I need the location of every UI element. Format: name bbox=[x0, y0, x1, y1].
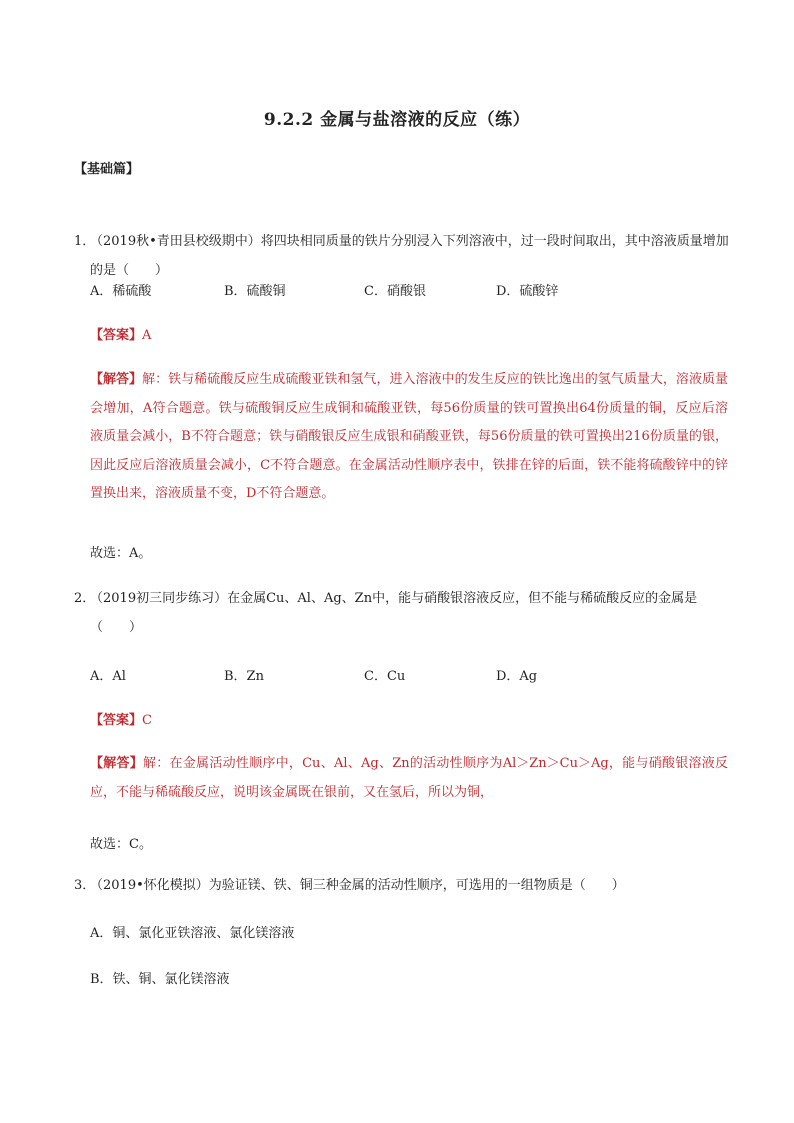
explanation-tag: 【解答】 bbox=[90, 372, 143, 387]
question-number: 2． bbox=[74, 591, 96, 606]
explanation-text: 解：铁与稀硫酸反应生成硫酸亚铁和氢气，进入溶液中的发生反应的铁比逸出的氢气质量大，溶液质量会增加，A符合题意。铁与硫酸铜反应生成铜和硫酸亚铁，每56份质量的铁可置换出64份质量的铜，反应后溶液质量会减小，B不符合题意；铁与硝酸银反应生成银和硝酸亚铁，每56份质量的铁可置换出216份质量的银，因此反应后溶液质量会减小，C不符合题意。在金属活动性顺序表中，铁排在锌的后面，铁不能将硫酸锌中的锌置换出来，溶液质量不变，D不符合题意。 bbox=[90, 372, 728, 501]
question-1 bbox=[74, 227, 734, 285]
option-a: A．稀硫酸 bbox=[90, 284, 152, 299]
question-2 bbox=[74, 584, 734, 642]
final-answer: 故选：C。 bbox=[90, 837, 152, 852]
section-heading: 【基础篇】 bbox=[74, 162, 140, 177]
option-a: A．铜、氯化亚铁溶液、氯化镁溶液 bbox=[90, 926, 295, 941]
option-b: B．铁、铜、氯化镁溶液 bbox=[90, 972, 230, 987]
question-number: 1． bbox=[74, 234, 96, 249]
option-c: C．硝酸银 bbox=[364, 284, 426, 299]
page-title: 9.2.2 金属与盐溶液的反应（练） bbox=[263, 110, 531, 130]
option-d: D．硫酸锌 bbox=[496, 284, 559, 299]
answer-value: A bbox=[142, 328, 152, 343]
option-b: B．硫酸铜 bbox=[224, 284, 286, 299]
question-stem: （2019•怀化模拟）为验证镁、铁、铜三种金属的活动性顺序，可选用的一组物质是（ ） bbox=[90, 878, 625, 893]
answer-value: C bbox=[142, 713, 152, 728]
option-a: A．Al bbox=[90, 669, 126, 684]
option-b: B．Zn bbox=[224, 669, 264, 684]
answer-line bbox=[90, 709, 152, 728]
option-c: C．Cu bbox=[364, 669, 406, 684]
explanation-text: 解：在金属活动性顺序中，Cu、Al、Ag、Zn的活动性顺序为Al＞Zn＞Cu＞Ag，能与硝酸银溶液反应，不能与稀硫酸反应，说明该金属既在银前，又在氢后，所以为铜， bbox=[90, 756, 728, 800]
answer-tag: 【答案】 bbox=[90, 328, 143, 343]
question-3 bbox=[74, 871, 734, 900]
question-stem: （2019秋•青田县校级期中）将四块相同质量的铁片分别浸入下列溶液中，过一段时间取出，其中溶液质量增加的是（ ） bbox=[90, 234, 729, 278]
answer-tag: 【答案】 bbox=[90, 713, 143, 728]
explanation-tag: 【解答】 bbox=[90, 756, 144, 771]
option-d: D．Ag bbox=[496, 669, 538, 684]
explanation bbox=[90, 750, 728, 807]
answer-line bbox=[90, 324, 151, 343]
final-answer: 故选：A。 bbox=[90, 546, 152, 561]
question-stem: （2019初三同步练习）在金属Cu、Al、Ag、Zn中，能与硝酸银溶液反应，但不能与稀硫酸反应的金属是（ ） bbox=[90, 591, 698, 635]
question-number: 3． bbox=[74, 878, 96, 893]
explanation bbox=[90, 366, 728, 509]
